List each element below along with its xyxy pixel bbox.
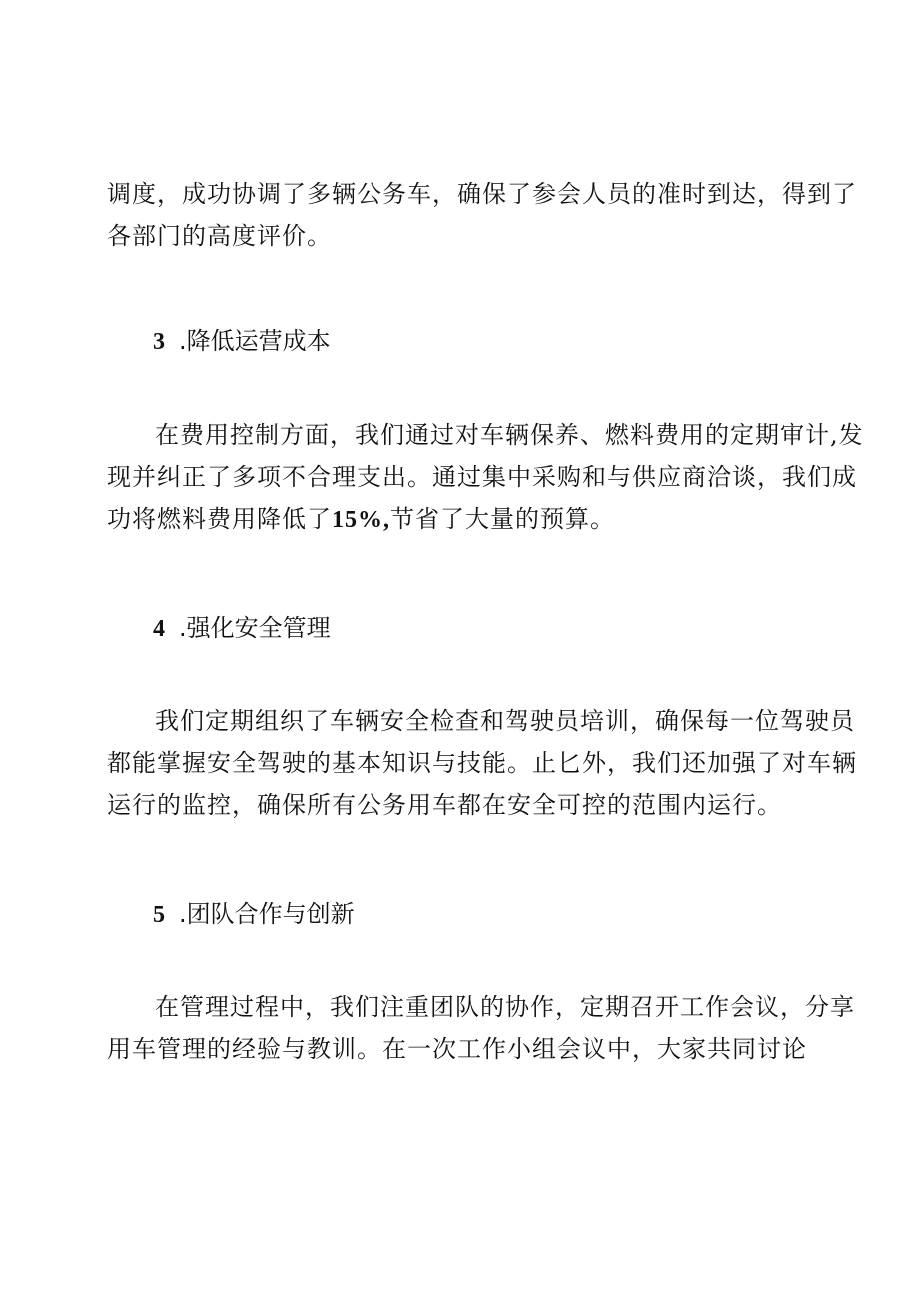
line-prefix: 功将燃料费用降低了 (107, 505, 332, 533)
percentage-value: 15%, (332, 507, 390, 533)
paragraph-line: 用车管理的经验与教训。在一次工作小组会议中，大家共同讨论 (107, 1035, 807, 1063)
line-suffix: 节省了大量的预算。 (390, 505, 615, 533)
section-number: 3 (153, 329, 165, 355)
section-title: .团队合作与创新 (179, 900, 355, 928)
section-5-paragraph (107, 986, 855, 1070)
paragraph-continued (107, 173, 857, 257)
section-4-paragraph (107, 700, 857, 826)
paragraph-line: 在费用控制方面，我们通过对车辆保养、燃料费用的定期审计,发 (155, 421, 864, 449)
section-title: .降低运营成本 (179, 327, 331, 355)
section-heading-3 (153, 325, 331, 358)
section-heading-4 (153, 612, 331, 645)
paragraph-line: 在管理过程中，我们注重团队的协作，定期召开工作会议，分享 (155, 993, 855, 1021)
paragraph-line: 运行的监控，确保所有公务用车都在安全可控的范围内运行。 (107, 791, 782, 819)
section-number: 4 (153, 616, 165, 642)
paragraph-line (107, 498, 817, 541)
section-number: 5 (153, 902, 165, 928)
paragraph-line: 都能掌握安全驾驶的基本知识与技能。止匕外，我们还加强了对车辆 (107, 749, 857, 777)
paragraph-line: 各部门的高度评价。 (107, 222, 332, 250)
section-title: .强化安全管理 (179, 614, 331, 642)
paragraph-line: 现并纠正了多项不合理支出。通过集中采购和与供应商洽谈，我们成 (107, 463, 857, 491)
section-3-paragraph (107, 414, 864, 541)
section-heading-5 (153, 898, 355, 931)
paragraph-line: 调度，成功协调了多辆公务车，确保了参会人员的准时到达，得到了 (107, 180, 857, 208)
paragraph-line: 我们定期组织了车辆安全检查和驾驶员培训，确保每一位驾驶员 (155, 707, 855, 735)
